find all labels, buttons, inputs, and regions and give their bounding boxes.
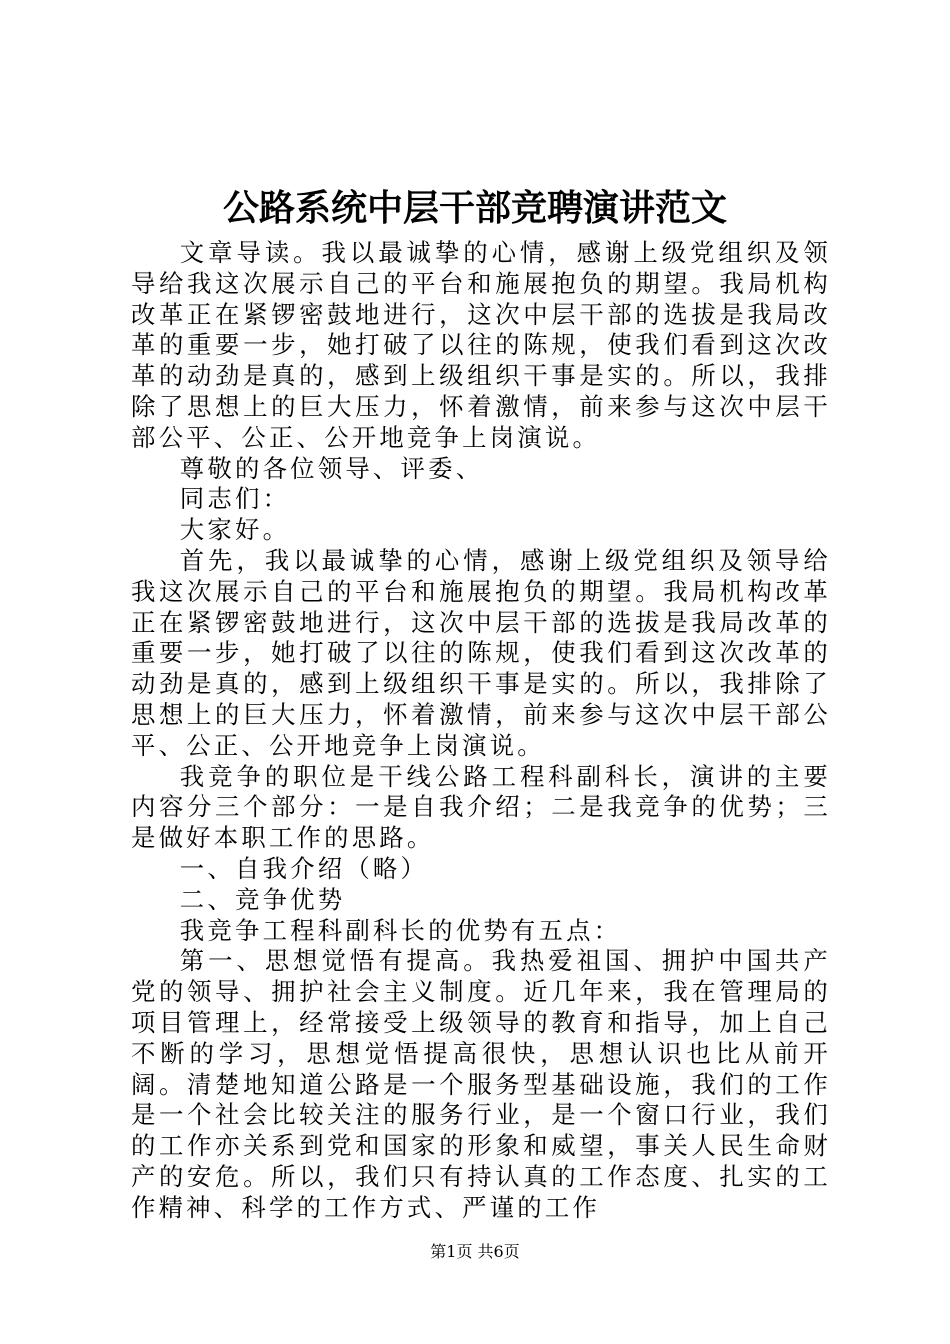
paragraph-advantages-summary: 我竞争工程科副科长的优势有五点： [179,915,622,945]
paragraph-intro: 文章导读。我以最诚挚的心情，感谢上级党组织及领导给我这次展示自己的平台和施展抱负的期望。我局机构改革正在紧锣密鼓地进行，这次中层干部的选拔是我局改革的重要一步，她打破了以往的陈规，使我们看到这次改革的动劲是真的，感到上级组织干事是实的。所以，我排除了思想上的巨大压力，怀着激情，前来参与这次中层干部公平、公正、公开地竞争上岗演说。 [131,238,831,452]
document-title: 公路系统中层干部竞聘演讲范文 [222,187,727,229]
paragraph-opening: 首先，我以最诚挚的心情，感谢上级党组织及领导给我这次展示自己的平台和施展抱负的期望。我局机构改革正在紧锣密鼓地进行，这次中层干部的选拔是我局改革的重要一步，她打破了以往的陈规，使我们看到这次改革的动劲是真的，感到上级组织干事是实的。所以，我排除了思想上的巨大压力，怀着激情，前来参与这次中层干部公平、公正、公开地竞争上岗演说。 [131,545,831,760]
document-body [131,238,831,1224]
section-heading-self-intro: 一、自我介绍（略） [179,853,429,883]
paragraph-first-advantage: 第一、思想觉悟有提高。我热爱祖国、拥护中国共产党的领导、拥护社会主义制度。近几年来，我在管理局的项目管理上，经常接受上级领导的教育和指导，加上自己不断的学习，思想觉悟提高很快，思想认识也比从前开阔。清楚地知道公路是一个服务型基础设施，我们的工作是一个社会比较关注的服务行业，是一个窗口行业，我们的工作亦关系到党和国家的形象和威望，事关人民生命财产的安危。所以，我们只有持认真的工作态度、扎实的工作精神、科学的工作方式、严谨的工作 [131,946,831,1222]
paragraph-salutation: 尊敬的各位领导、评委、 [179,453,484,483]
section-heading-advantages: 二、竞争优势 [179,884,346,914]
paragraph-comrades: 同志们： [179,484,291,514]
paragraph-position: 我竞争的职位是干线公路工程科副科长，演讲的主要内容分三个部分：一是自我介绍；二是我竞争的优势；三是做好本职工作的思路。 [131,761,831,853]
paragraph-greeting: 大家好。 [179,515,291,545]
page-number-footer: 第1页 共6页 [430,1242,520,1261]
